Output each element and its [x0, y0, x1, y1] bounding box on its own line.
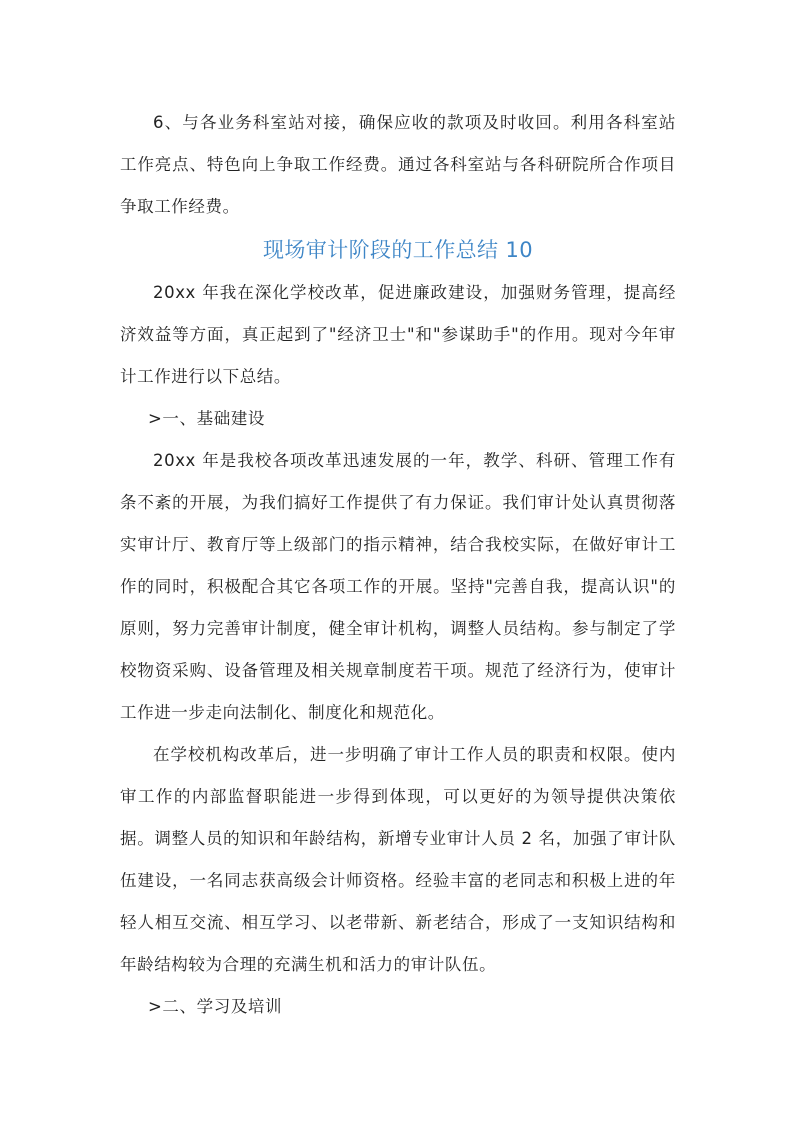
- institution-reform-paragraph: 在学校机构改革后，进一步明确了审计工作人员的职责和权限。使内审工作的内部监督职能进一步得到体现，可以更好的为领导提供决策依据。调整人员的知识和年龄结构，新增专业审计人员 2 名，加强了审计队伍建设，一名同志获高级会计师资格。经验丰富的老同志和积极上进的年轻人相互交流、相互学习、以老带新、新老结合，形成了一支知识结构和年龄结构较为合理的充满生机和活力的审计队伍。: [120, 745, 676, 974]
- document-body: [120, 102, 676, 1028]
- subheading-basic-construction: >一、基础建设: [148, 409, 266, 428]
- intro-paragraph: 6、与各业务科室站对接，确保应收的款项及时收回。利用各科室站工作亮点、特色向上争取工作经费。通过各科室站与各科研院所合作项目争取工作经费。: [120, 113, 676, 216]
- section-title: 现场审计阶段的工作总结 10: [263, 238, 533, 262]
- summary-paragraph: 20xx 年我在深化学校改革，促进廉政建设，加强财务管理，提高经济效益等方面，真正起到了"经济卫士"和"参谋助手"的作用。现对今年审计工作进行以下总结。: [120, 283, 676, 386]
- subheading-study-training: >二、学习及培训: [148, 997, 283, 1016]
- basic-construction-paragraph: 20xx 年是我校各项改革迅速发展的一年，教学、科研、管理工作有条不紊的开展，为我们搞好工作提供了有力保证。我们审计处认真贯彻落实审计厅、教育厅等上级部门的指示精神，结合我校实际，在做好审计工作的同时，积极配合其它各项工作的开展。坚持"完善自我，提高认识"的原则，努力完善审计制度，健全审计机构，调整人员结构。参与制定了学校物资采购、设备管理及相关规章制度若干项。规范了经济行为，使审计工作进一步走向法制化、制度化和规范化。: [120, 451, 676, 722]
